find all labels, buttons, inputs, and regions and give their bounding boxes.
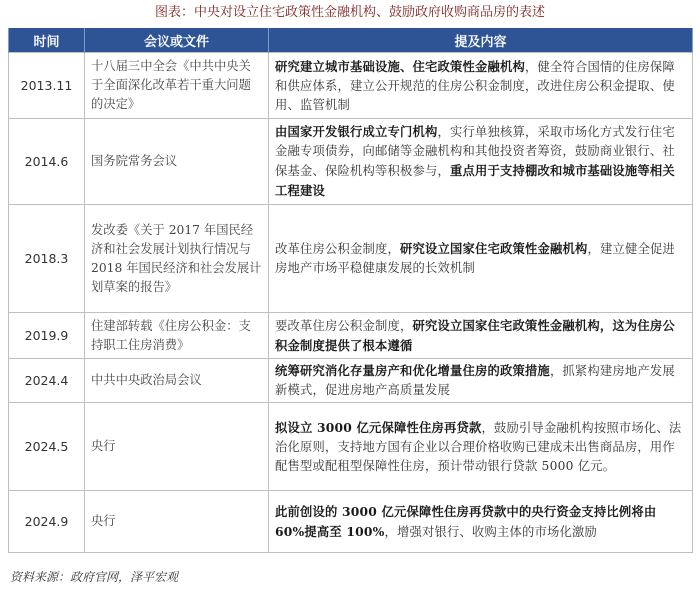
row-document: 央行 — [85, 403, 269, 491]
row-document: 住建部转载《住房公积金：支持职工住房消费》 — [85, 313, 269, 359]
row-time: 2018.3 — [9, 205, 85, 313]
content-text: 要改革住房公积金制度， — [275, 318, 413, 333]
content-text: ，鼓励引导金融机构按照市场化、法治化原则，支持地方国有企业以合理价格收购已建成未出售商品房，用作配售型或配租型保障性住房，预计带动银行贷款 5000 亿元。 — [275, 420, 682, 473]
header-doc: 会议或文件 — [85, 28, 269, 53]
table-row — [9, 53, 693, 119]
row-document: 央行 — [85, 491, 269, 553]
content-highlight: 由国家开发银行成立专门机构 — [275, 124, 438, 139]
row-time: 2014.6 — [9, 119, 85, 205]
table-header-row — [9, 28, 693, 53]
row-time: 2013.11 — [9, 53, 85, 119]
content-highlight: 研究设立国家住宅政策性金融机构，这为住房公积金制度提供了根本遵循 — [275, 317, 675, 353]
row-content — [269, 205, 693, 313]
content-text: ，增强对银行、收购主体的市场化激励 — [384, 524, 597, 539]
table-caption: 图表：中央对设立住宅政策性金融机构、鼓励政府收购商品房的表述 — [154, 5, 545, 20]
table-row — [9, 119, 693, 205]
row-document: 发改委《关于 2017 年国民经济和社会发展计划执行情况与 2018 年国民经济和社会发展计划草案的报告》 — [85, 205, 269, 313]
table-row — [9, 205, 693, 313]
content-highlight: 重点用于支持棚改和城市基础设施等相关工程建设 — [275, 163, 675, 198]
row-time: 2019.9 — [9, 313, 85, 359]
header-time: 时间 — [9, 28, 85, 53]
content-text: ，实行单独核算，采取市场化方式发行住宅金融专项债券，向邮储等金融机构和其他投资者筹资，鼓励商业银行、社保基金、保险机构等积极参与， — [275, 125, 675, 178]
table-row — [9, 403, 693, 491]
row-time: 2024.5 — [9, 403, 85, 491]
table-row — [9, 359, 693, 403]
row-content — [269, 53, 693, 119]
content-highlight: 研究建立城市基础设施、住宅政策性金融机构 — [275, 58, 525, 74]
content-text: 改革住房公积金制度， — [275, 242, 400, 256]
row-time: 2024.4 — [9, 359, 85, 403]
content-highlight: 统筹研究消化存量房产和优化增量住房的政策措施 — [275, 363, 550, 378]
row-document: 中共中央政治局会议 — [85, 359, 269, 403]
row-content — [269, 313, 693, 359]
row-content — [269, 491, 693, 553]
row-document: 十八届三中全会《中共中央关于全面深化改革若干重大问题的决定》 — [85, 53, 269, 119]
source-note: 资料来源：政府官网，泽平宏观 — [10, 570, 179, 584]
content-highlight: 研究设立国家住宅政策性金融机构 — [399, 241, 588, 256]
table-row — [9, 313, 693, 359]
row-time: 2024.9 — [9, 491, 85, 553]
row-content — [269, 403, 693, 491]
table-row — [9, 491, 693, 553]
header-content: 提及内容 — [269, 28, 693, 53]
content-text: ，健全符合国情的住房保障和供应体系，建立公开规范的住房公积金制度，改进住房公积金提取、使用、监管机制 — [275, 59, 675, 112]
row-content — [269, 359, 693, 403]
row-document: 国务院常务会议 — [85, 119, 269, 205]
content-text: ，抓紧构建房地产发展新模式，促进房地产高质量发展 — [275, 364, 675, 397]
content-text: ，建立健全促进房地产市场平稳健康发展的长效机制 — [275, 242, 675, 275]
row-content — [269, 119, 693, 205]
policy-table — [8, 28, 693, 553]
content-highlight: 此前创设的 3000 亿元保障性住房再贷款中的央行资金支持比例将由 60%提高至 100% — [275, 503, 657, 539]
content-highlight: 拟设立 3000 亿元保障性住房再贷款 — [275, 419, 482, 435]
